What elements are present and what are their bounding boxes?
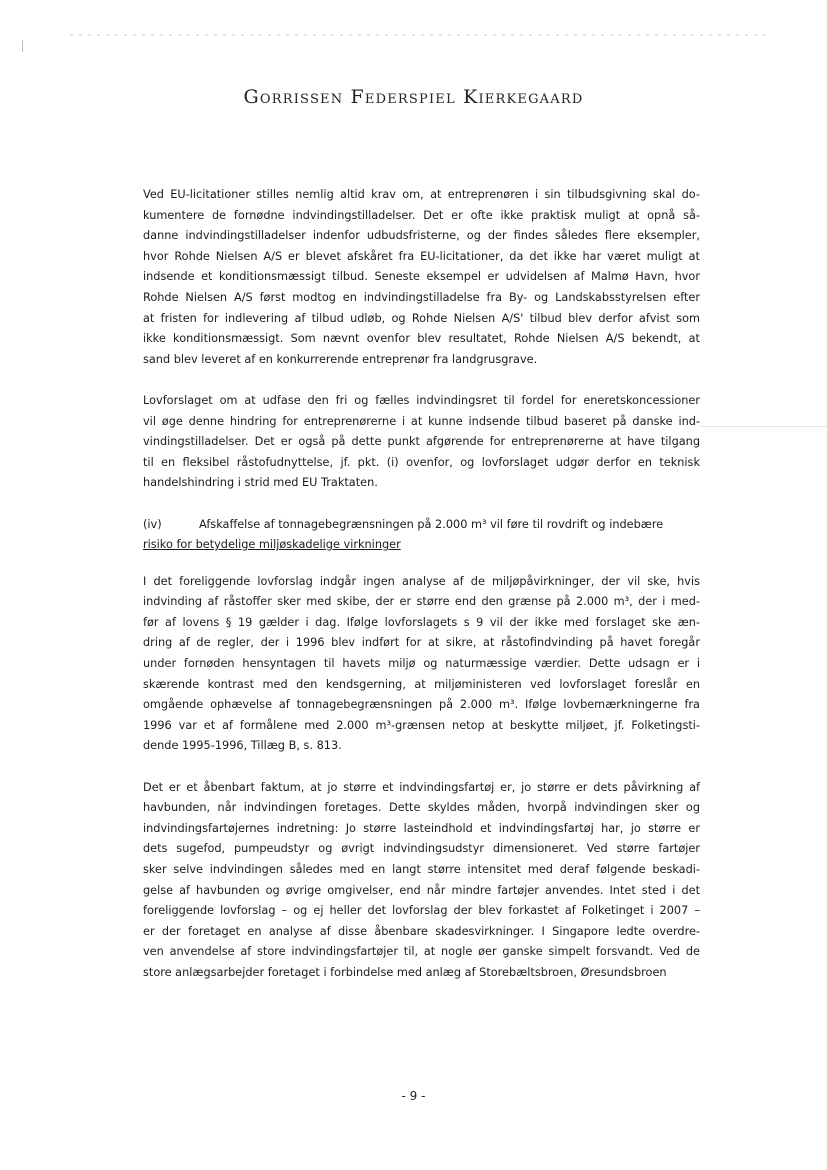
paragraph [143, 778, 700, 984]
text-line: sker selve indvindingen således med en langt større intensitet med deraf følgende beskadi- [143, 863, 700, 876]
text-line: under fornøden hensyntagen til havets miljø og naturmæssige værdier. Dette udsagn er i [143, 657, 700, 671]
text-line: gelse af havbunden og øvrige omgivelser, end når mindre fartøjer anvendes. Intet sted i det [143, 883, 700, 897]
text-line: til en fleksibel råstofudnyttelse, jf. pkt. (i) ovenfor, og lovforslaget udgør derfor en teknisk [143, 455, 700, 469]
heading-title-line-1: Afskaffelse af tonnagebegrænsningen på 2.000 m³ vil føre til rovdrift og indebære [199, 517, 664, 531]
text-line: indsende et konditionsmæssigt tilbud. Seneste eksempel er udvidelsen af Malmø Havn, hvor [143, 270, 700, 284]
text-line: er der foretaget en analyse af disse åbenbare skadesvirkninger. I Singapore ledte overdre- [143, 924, 700, 938]
text-line: I det foreliggende lovforslag indgår ingen analyse af de miljøpåvirkninger, der vil ske, hvis [143, 574, 700, 588]
text-line: store anlægsarbejder foretaget i forbindelse med anlæg af Storebæltsbroen, Øresundsbroen [143, 965, 667, 979]
text-line: havbunden, når indvindingen foretages. Dette skyldes måden, hvorpå indvindingen sker og [143, 801, 700, 815]
text-line: dende 1995-1996, Tillæg B, s. 813. [143, 739, 342, 753]
text-line: vindingstilladelser. Det er også på dette punkt afgørende for entreprenørerne at have tilgang [143, 435, 700, 449]
text-line: hvor Rohde Nielsen A/S er blevet afskåret fra EU-licitationer, da det ikke har været muligt at [143, 249, 700, 263]
text-line: indvinding af råstoffer sker med skibe, der er større end den grænse på 2.000 m³, der i med- [143, 595, 700, 609]
paragraph [143, 185, 700, 370]
text-line: Ved EU-licitationer stilles nemlig altid krav om, at entreprenøren i sin tilbudsgivning skal do- [143, 188, 700, 201]
text-line: ikke konditionsmæssigt. Som nævnt ovenfor blev resultatet, Rohde Nielsen A/S bekendt, at [143, 332, 700, 346]
text-line: før af lovens § 19 gælder i dag. Ifølge lovforslagets s 9 vil der ikke med forslaget ske æn- [143, 615, 700, 629]
text-line: indvindingsfartøjernes indretning: Jo større lasteindhold et indvindingsfartøj har, jo større er [143, 821, 700, 835]
text-line: dring af de regler, der i 1996 blev indført for at sikre, at råstofindvinding på havet foregår [143, 636, 700, 650]
text-line: sand blev leveret af en konkurrerende entreprenør fra landgrusgrave. [143, 352, 538, 366]
document-body [143, 185, 700, 1004]
text-line: Det er et åbenbart faktum, at jo større et indvindingsfartøj er, jo større er dets påvirkning af [143, 780, 700, 794]
heading-title-line-2: risiko for betydelige miljøskadelige virkninger [143, 538, 401, 552]
text-line: danne indvindingstilladelser indenfor udbudsfristerne, og der findes således flere eksempler, [143, 229, 700, 243]
text-line: skærende kontrast med den kendsgerning, at miljøministeren ved lovforslaget foreslår en [143, 677, 700, 691]
text-line: Rohde Nielsen A/S først modtog en indvindingstilladelse fra By- og Landskabsstyrelsen efter [143, 290, 700, 304]
letterhead: Gorrissen Federspiel Kierkegaard [243, 86, 584, 108]
section-bottom [143, 572, 700, 984]
scan-artifact [70, 34, 770, 36]
scan-mark [22, 40, 23, 52]
scan-edge-line [700, 426, 827, 427]
heading-line-1 [143, 515, 700, 536]
text-line: dets sugefod, pumpeudstyr og øvrigt indvindingsudstyr dimensioneret. Ved større fartøjer [143, 842, 700, 856]
text-line: at fristen for indlevering af tilbud udløb, og Rohde Nielsen A/S' tilbud blev derfor afvist som [143, 311, 700, 325]
text-line: foreliggende lovforslag – og ej heller det lovforslag der blev forkastet af Folketinget i 2007 – [143, 904, 700, 918]
text-line: handelshindring i strid med EU Traktaten. [143, 476, 378, 490]
section-top [143, 185, 700, 494]
text-line: omgående ophævelse af tonnagebegrænsningen på 2.000 m³. Ifølge lovbemærkningerne fra [143, 698, 700, 712]
paragraph [143, 391, 700, 494]
text-line: 1996 var et af formålene med 2.000 m³-grænsen netop at beskytte miljøet, jf. Folketingsti- [143, 718, 700, 732]
text-line: ven anvendelse af store indvindingsfartøjer til, at nogle øer ganske simpelt forsvandt. Ved de [143, 945, 700, 959]
text-line: vil øge denne hindring for entreprenørerne i at kunne indsende tilbud baseret på danske ind- [143, 414, 700, 428]
heading-number: (iv) [143, 517, 162, 531]
paragraph [143, 572, 700, 757]
text-line: kumentere de fornødne indvindingstilladelser. Det er ofte ikke praktisk muligt at opnå så- [143, 208, 700, 222]
page-number: - 9 - [401, 1089, 426, 1103]
section-heading [143, 515, 700, 556]
text-line: Lovforslaget om at udfase den fri og fælles indvindingsret til fordel for eneretskoncessioner [143, 393, 700, 407]
